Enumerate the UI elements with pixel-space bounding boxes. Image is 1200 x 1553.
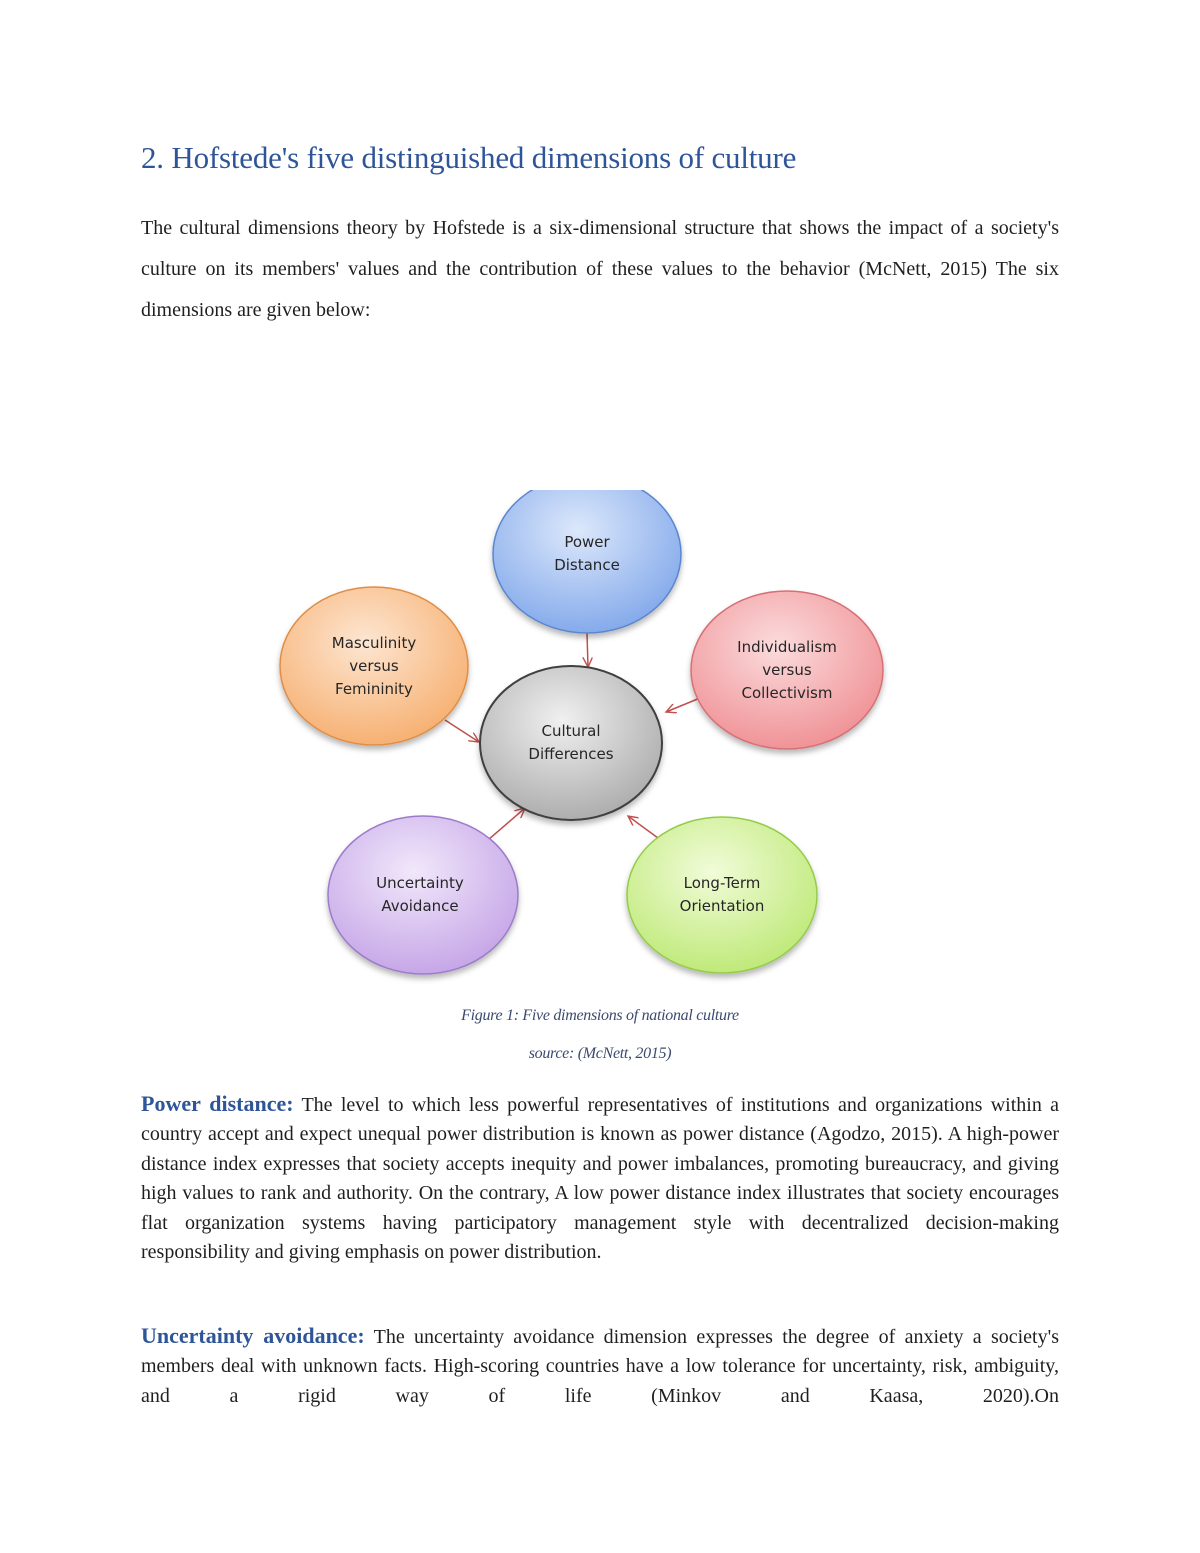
longterm-label: Long-Term Orientation xyxy=(679,874,765,915)
arrow-power-to-center xyxy=(587,633,588,667)
intro-paragraph: The cultural dimensions theory by Hofstede is a six-dimensional structure that shows the impact of a society's culture on its members' values and the contribution of these values to the behavior (McNett, 2015) The six dimensions are given below: xyxy=(141,217,1059,321)
section-heading: 2. Hofstede's five distinguished dimensions of culture xyxy=(141,140,797,175)
dimensions-diagram xyxy=(260,490,940,990)
individualism-label: Individualism versus Collectivism xyxy=(737,637,837,702)
figure-caption: Figure 1: Five dimensions of national culture xyxy=(461,1007,739,1024)
uncertainty-label: Uncertainty Avoidance xyxy=(376,874,464,915)
figure-source: source: (McNett, 2015) xyxy=(528,1045,672,1062)
center-label: Cultural Differences xyxy=(528,722,614,763)
arrow-uncertainty-to-center xyxy=(488,808,525,840)
power-distance-text: The level to which less powerful representatives of institutions and organizations within a country accept and expect unequal power distribution is known as power distance (Agodzo, 2015). A high-power distance index expresses that society accepts inequity and power imbalances, promoting bureaucracy, and giving high values to rank and authority. On the contrary, A low power distance index illustrates that society encourages flat organization systems having participatory management style with decentralized decision-making responsibility and giving emphasis on power distribution. xyxy=(141,1094,1059,1264)
arrow-longterm-to-center xyxy=(628,816,658,838)
uncertainty-avoidance-text: The uncertainty avoidance dimension expresses the degree of anxiety a society's members deal with unknown facts. High-scoring countries have a low tolerance for uncertainty, risk, ambiguity, and a rigid way of life (Minkov and Kaasa, 2020).On xyxy=(141,1326,1059,1407)
arrow-individualism-to-center xyxy=(666,698,700,712)
power-distance-term: Power distance: xyxy=(141,1091,294,1116)
arrow-masculinity-to-center xyxy=(445,720,479,742)
power-distance-label: Power Distance xyxy=(554,533,620,574)
uncertainty-avoidance-term: Uncertainty avoidance: xyxy=(141,1323,365,1348)
uncertainty-avoidance-paragraph xyxy=(141,1321,1059,1411)
power-distance-paragraph xyxy=(141,1089,1059,1267)
masculinity-label: Masculinity versus Femininity xyxy=(331,633,417,698)
